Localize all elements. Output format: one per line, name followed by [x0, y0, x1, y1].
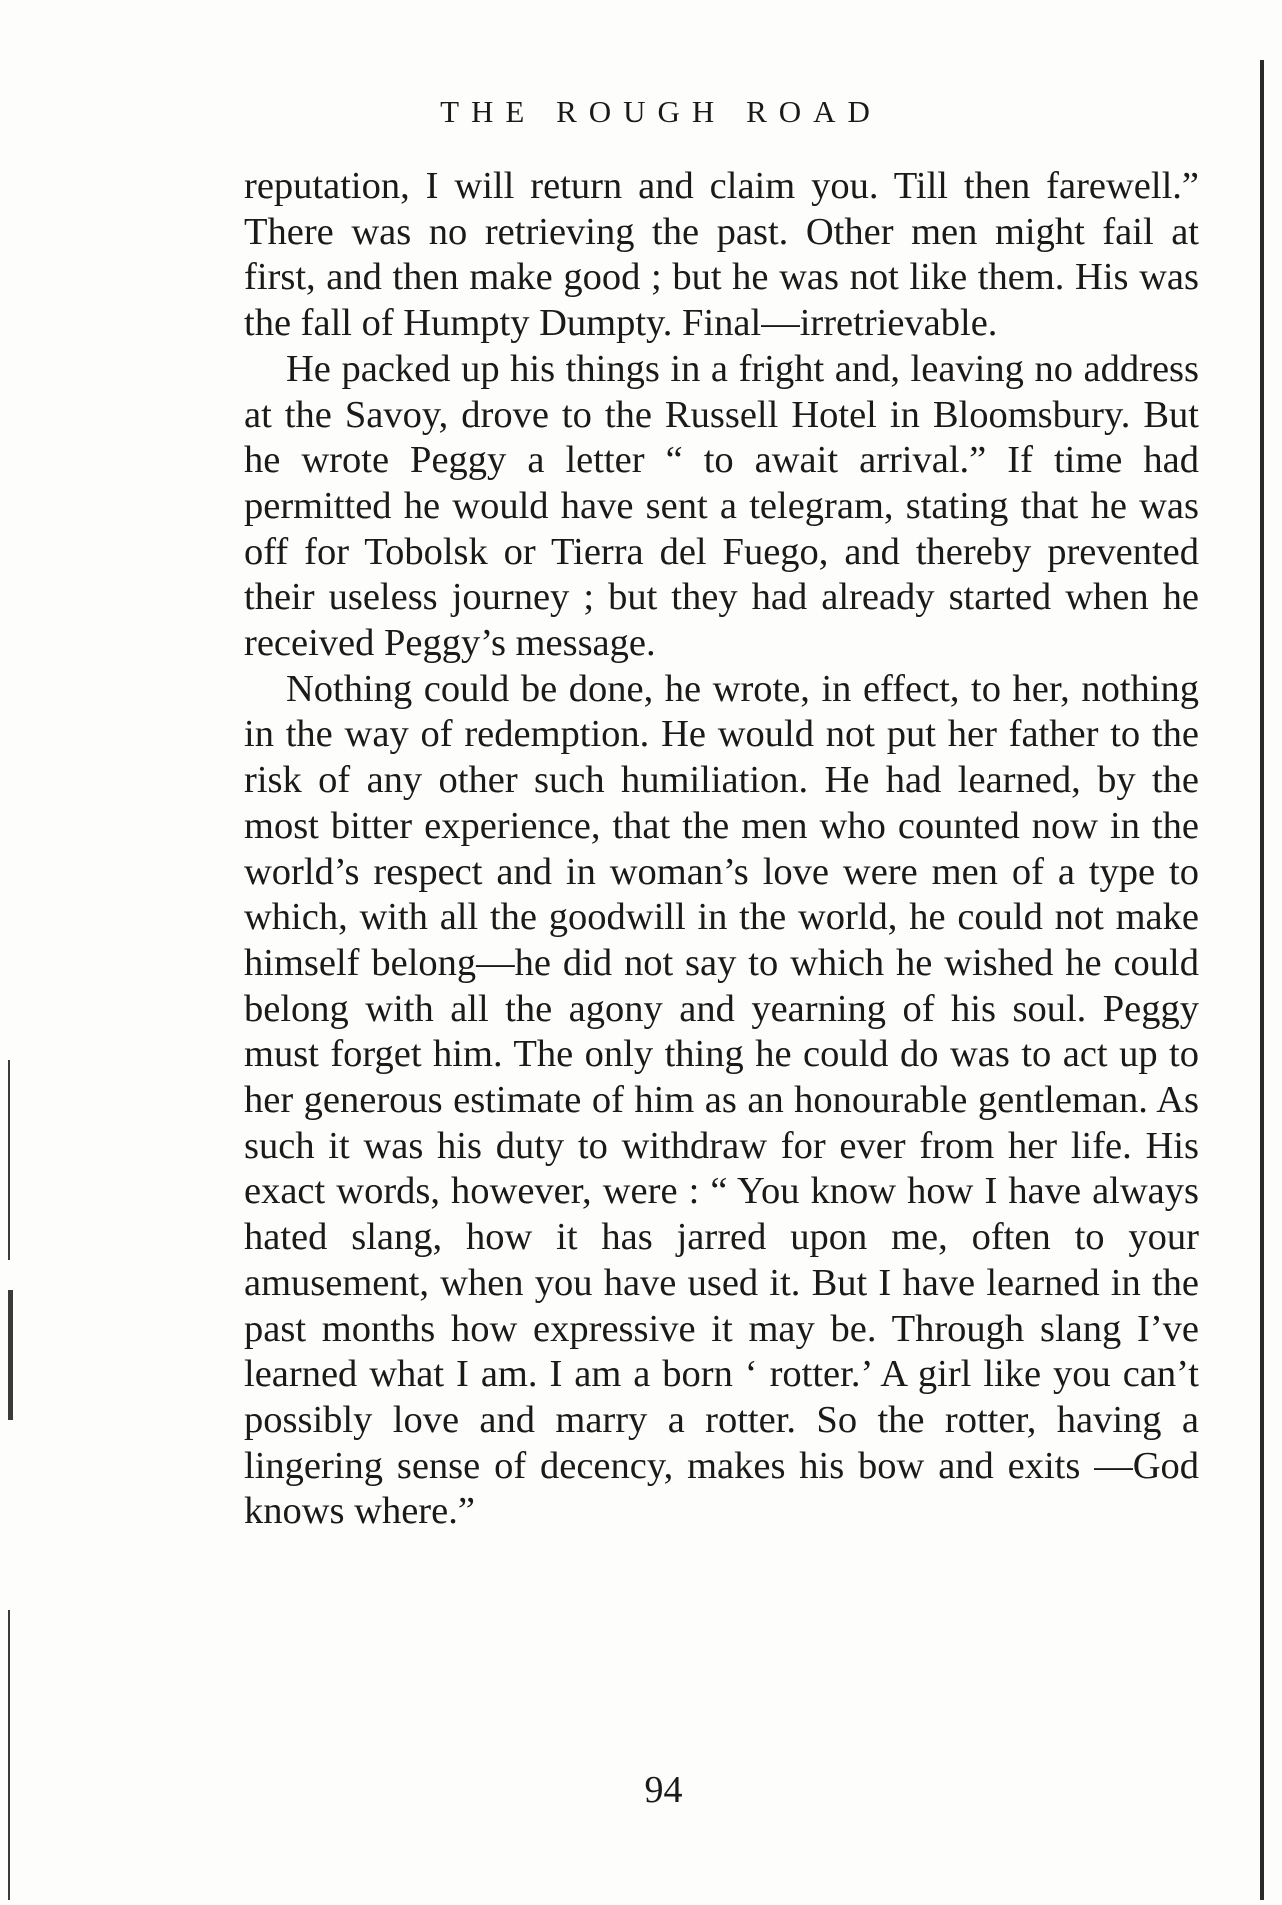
page-edge-right-mark — [1260, 60, 1264, 1900]
page-edge-left-mark — [8, 1290, 13, 1420]
running-head: THE ROUGH ROAD — [440, 94, 882, 129]
page-edge-left-mark — [8, 1610, 10, 1900]
paragraph: Nothing could be done, he wrote, in effect, to her, nothing in the way of redemption. He would not put her father to the risk of any other such humiliation. He had learned, by the most bitter experience, that the men who counted now in the world’s respect and in woman’s love were men of a type to which, with all the goodwill in the world, he could not make himself belong—he did not say to which he wished he could belong with all the agony and yearning of his soul. Peggy must forget him. The only thing he could do was to act up to her generous estimate of him as an honourable gentleman. As such it was his duty to withdraw for ever from her life. His exact words, however, were : “ You know how I have always hated slang, how it has jarred upon me, often to your amusement, when you have used it. But I have learned in the past months how expressive it may be. Through slang I’ve learned what I am. I am a born ‘ rotter.’ A girl like you can’t possibly love and marry a rotter. So the rotter, having a lingering sense of decency, makes his bow and exits —God knows where.” — [244, 667, 1199, 1533]
paragraph: He packed up his things in a fright and, leaving no address at the Savoy, drove to the Russell Hotel in Bloomsbury. But he wrote Peggy a letter “ to await arrival.” If time had permitted he would have sent a telegram, stating that he was off for Tobolsk or Tierra del Fuego, and thereby prevented their useless journey ; but they had already started when he received Peggy’s message. — [244, 347, 1199, 665]
body-text — [244, 164, 1199, 1535]
page-edge-left-mark — [8, 1060, 10, 1260]
paragraph: reputation, I will return and claim you. Till then farewell.” There was no retrieving the past. Other men might fail at first, and then make good ; but he was not like them. His was the fall of Humpty Dumpty. Final—irretrievable. — [244, 165, 1199, 345]
page-number: 94 — [644, 1769, 683, 1811]
